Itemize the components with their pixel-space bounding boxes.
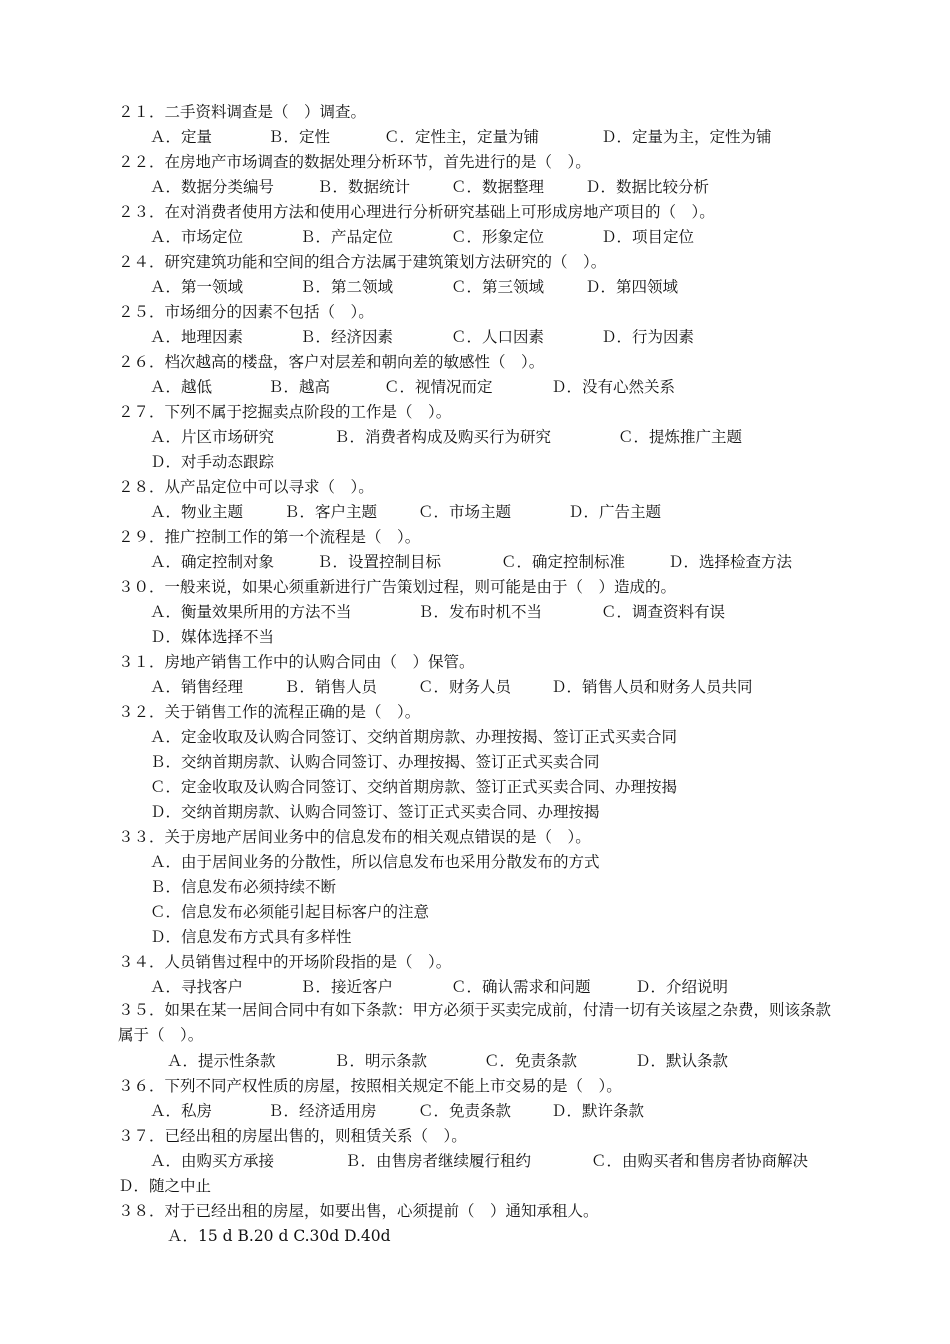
- option-b: Ｂ．越高: [268, 378, 331, 396]
- option-c: Ｃ．第三领域: [451, 278, 545, 296]
- option-b: Ｂ．信息发布必须持续不断: [150, 878, 337, 896]
- option-b: Ｂ．第二领域: [300, 278, 394, 296]
- option-d: Ｄ．没有心然关系: [551, 378, 676, 396]
- options-38: Ａ．15 d B.20 d C.30d D.40d: [167, 1227, 391, 1245]
- question-38: ３８．对于已经出租的房屋，如要出售，心须提前（ ）通知承租人。: [118, 1202, 599, 1220]
- option-c: Ｃ．确定控制标准: [501, 553, 626, 571]
- option-c: Ｃ．确认需求和问题: [451, 978, 591, 996]
- option-a: Ａ．由购买方承接: [150, 1152, 275, 1170]
- option-d: Ｄ．第四领域: [585, 278, 679, 296]
- option-d: Ｄ．介绍说明: [635, 978, 729, 996]
- question-35: ３５．如果在某一居间合同中有如下条款：甲方必须于买卖完成前，付清一切有关该屋之杂费，则该条款属于（ ）。: [118, 1001, 832, 1044]
- option-b: Ｂ．经济适用房: [268, 1102, 377, 1120]
- question-28: ２８．从产品定位中可以寻求（ ）。: [118, 478, 374, 496]
- option-c: Ｃ．由购买者和售房者协商解决: [591, 1152, 809, 1170]
- option-b: Ｂ．消费者构成及购买行为研究: [334, 428, 552, 446]
- option-a: Ａ．数据分类编号: [150, 178, 275, 196]
- question-30: ３０．一般来说，如果心须重新进行广告策划过程，则可能是由于（ ）造成的。: [118, 578, 677, 596]
- option-b: Ｂ．销售人员: [284, 678, 378, 696]
- option-d: Ｄ．交纳首期房款、认购合同签订、签订正式买卖合同、办理按揭: [150, 803, 600, 821]
- option-b: Ｂ．由售房者继续履行租约: [345, 1152, 532, 1170]
- option-c: Ｃ．调查资料有误: [601, 603, 726, 621]
- question-25: ２５．市场细分的因素不包括（ ）。: [118, 303, 374, 321]
- question-22: ２２．在房地产市场调查的数据处理分析环节，首先进行的是（ ）。: [118, 153, 591, 171]
- question-33: ３３．关于房地产居间业务中的信息发布的相关观点错误的是（ ）。: [118, 828, 591, 846]
- option-c: Ｃ．免责条款: [418, 1102, 512, 1120]
- option-c: Ｃ．人口因素: [451, 328, 545, 346]
- question-29: ２９．推广控制工作的第一个流程是（ ）。: [118, 528, 421, 546]
- option-b: Ｂ．产品定位: [300, 228, 394, 246]
- option-a: Ａ．由于居间业务的分散性，所以信息发布也采用分散发布的方式: [150, 853, 600, 871]
- question-21: ２１．二手资料调查是（ ）调查。: [118, 103, 367, 121]
- option-a: Ａ．片区市场研究: [150, 428, 275, 446]
- option-d: Ｄ．广告主题: [568, 503, 662, 521]
- option-d: Ｄ．数据比较分析: [585, 178, 710, 196]
- option-a: Ａ．第一领域: [150, 278, 244, 296]
- option-b: Ｂ．设置控制目标: [317, 553, 442, 571]
- option-a: Ａ．销售经理: [150, 678, 244, 696]
- option-b: Ｂ．数据统计: [317, 178, 411, 196]
- option-c: Ｃ．提炼推广主题: [618, 428, 743, 446]
- option-a: Ａ．物业主题: [150, 503, 244, 521]
- option-a: Ａ．市场定位: [150, 228, 244, 246]
- option-b: Ｂ．明示条款: [334, 1052, 428, 1070]
- option-d: Ｄ．选择检查方法: [668, 553, 793, 571]
- option-c: Ｃ．定金收取及认购合同签订、交纳首期房款、签订正式买卖合同、办理按揭: [150, 778, 678, 796]
- option-b: Ｂ．接近客户: [300, 978, 394, 996]
- option-d: Ｄ．销售人员和财务人员共同: [551, 678, 753, 696]
- option-d: Ｄ．默认条款: [635, 1052, 729, 1070]
- option-a: Ａ．寻找客户: [150, 978, 244, 996]
- question-36: ３６．下列不同产权性质的房屋，按照相关规定不能上市交易的是（ ）。: [118, 1077, 622, 1095]
- option-b: Ｂ．发布时机不当: [418, 603, 543, 621]
- option-b: Ｂ．客户主题: [284, 503, 378, 521]
- question-24: ２４．研究建筑功能和空间的组合方法属于建筑策划方法研究的（ ）。: [118, 253, 607, 271]
- option-a: Ａ．私房: [150, 1102, 213, 1120]
- option-c: Ｃ．市场主题: [418, 503, 512, 521]
- option-a: Ａ．提示性条款: [167, 1052, 276, 1070]
- option-d: Ｄ．媒体选择不当: [150, 628, 275, 646]
- question-27: ２７．下列不属于挖掘卖点阶段的工作是（ ）。: [118, 403, 452, 421]
- question-31: ３１．房地产销售工作中的认购合同由（ ）保管。: [118, 653, 475, 671]
- option-b: Ｂ．定性: [268, 128, 331, 146]
- option-d: Ｄ．对手动态跟踪: [150, 453, 275, 471]
- option-b: Ｂ．交纳首期房款、认购合同签订、办理按揭、签订正式买卖合同: [150, 753, 600, 771]
- option-c: Ｃ．视情况而定: [384, 378, 493, 396]
- option-a: Ａ．衡量效果所用的方法不当: [150, 603, 352, 621]
- option-c: Ｃ．定性主，定量为铺: [384, 128, 540, 146]
- option-a: Ａ．地理因素: [150, 328, 244, 346]
- option-d: Ｄ．信息发布方式具有多样性: [150, 928, 352, 946]
- option-c: Ｃ．形象定位: [451, 228, 545, 246]
- option-c: Ｃ．财务人员: [418, 678, 512, 696]
- question-32: ３２．关于销售工作的流程正确的是（ ）。: [118, 703, 421, 721]
- question-26: ２６．档次越高的楼盘，客户对层差和朝向差的敏感性（ ）。: [118, 353, 545, 371]
- question-23: ２３．在对消费者使用方法和使用心理进行分析研究基础上可形成房地产项目的（ ）。: [118, 203, 715, 221]
- option-a: Ａ．越低: [150, 378, 213, 396]
- option-a: Ａ．定金收取及认购合同签订、交纳首期房款、办理按揭、签订正式买卖合同: [150, 728, 678, 746]
- option-a: Ａ．确定控制对象: [150, 553, 275, 571]
- option-a: Ａ．定量: [150, 128, 213, 146]
- option-d: Ｄ．默许条款: [551, 1102, 645, 1120]
- option-c: Ｃ．免责条款: [484, 1052, 578, 1070]
- option-d: Ｄ．项目定位: [601, 228, 695, 246]
- option-b: Ｂ．经济因素: [300, 328, 394, 346]
- question-37: ３７．已经出租的房屋出售的，则租赁关系（ ）。: [118, 1127, 467, 1145]
- option-d: Ｄ．行为因素: [601, 328, 695, 346]
- option-d: Ｄ．定量为主，定性为铺: [601, 128, 772, 146]
- option-d: Ｄ．随之中止: [118, 1177, 212, 1195]
- question-34: ３４．人员销售过程中的开场阶段指的是（ ）。: [118, 953, 452, 971]
- option-c: Ｃ．数据整理: [451, 178, 545, 196]
- option-c: Ｃ．信息发布必须能引起目标客户的注意: [150, 903, 430, 921]
